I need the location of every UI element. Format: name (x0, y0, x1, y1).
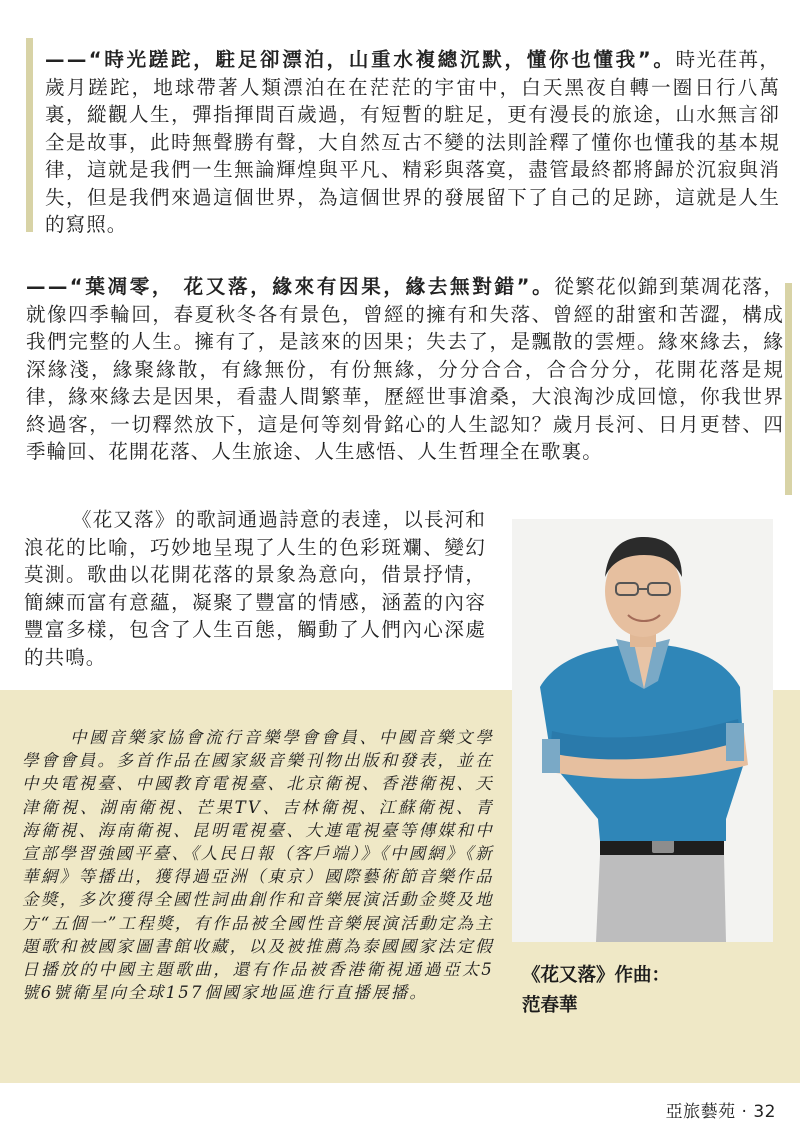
composer-portrait (512, 519, 773, 942)
section-1-paragraph (45, 46, 780, 239)
composer-bio: 中國音樂家協會流行音樂學會會員、中國音樂文學學會會員。多首作品在國家級音樂刊物出版和發表，並在中央電視臺、中國教育電視臺、北京衛視、香港衛視、天津衛視、湖南衛視、芒果TV、吉林衛視、江蘇衛視、青海衛視、海南衛視、昆明電視臺、大連電視臺等傳媒和中宣部學習強國平臺、《人民日報（客戶端）》《中國網》《新華網》等播出，獲得過亞洲（東京）國際藝術節音樂作品金獎，多次獲得全國性詞曲創作和音樂展演活動金獎及地方“五個一”工程獎，有作品被全國性音樂展演活動定為主題歌和被國家圖書館收藏，以及被推薦為泰國國家法定假日播放的中國主題歌曲，還有作品被香港衛視通過亞太5號6號衛星向全球157個國家地區進行直播展播。 (22, 728, 494, 1003)
lyric-commentary: 《花又落》的歌詞通過詩意的表達，以長河和浪花的比喻，巧妙地呈現了人生的色彩斑斕、變幻莫測。歌曲以花開花落的景象為意向，借景抒情，簡練而富有意蘊，凝聚了豐富的情感，涵蓋的內容豐富多樣，包含了人生百態，觸動了人們內心深處的共鳴。 (24, 508, 486, 669)
magazine-name: 亞旅藝苑 (665, 1102, 736, 1122)
caption-composer-name: 范春華 (522, 995, 578, 1016)
photo-caption (522, 961, 670, 1021)
portrait-illustration (512, 519, 773, 942)
footer-separator: · (735, 1102, 754, 1122)
page-number: 32 (753, 1102, 776, 1122)
section-2-heading: ——“葉凋零， 花又落，緣來有因果，緣去無對錯”。 (26, 275, 555, 298)
section-2-paragraph (26, 273, 784, 466)
section-1-body: 時光荏苒，歲月蹉跎，地球帶著人類漂泊在在茫茫的宇宙中，白天黑夜自轉一圈日行八萬裏，縱觀人生，彈指揮間百歲過，有短暫的駐足，更有漫長的旅途，山水無言卻全是故事，此時無聲勝有聲，大自然亙古不變的法則詮釋了懂你也懂我的基本規律，這就是我們一生無論輝煌與平凡、精彩與落寞，盡管最終都將歸於沉寂與消失，但是我們來過這個世界，為這個世界的發展留下了自己的足跡，這就是人生的寫照。 (45, 48, 780, 236)
section-2-body: 從繁花似錦到葉凋花落，就像四季輪回，春夏秋冬各有景色，曾經的擁有和失落、曾經的甜蜜和苦澀，構成我們完整的人生。擁有了，是該來的因果；失去了，是飄散的雲煙。緣來緣去，緣深緣淺，緣聚緣散，有緣無份，有份無緣，分分合合，合合分分，花開花落是規律，緣來緣去是因果，看盡人間繁華，歷經世事滄桑，大浪淘沙成回憶，你我世界終過客，一切釋然放下，這是何等刻骨銘心的人生認知？歲月長河、日月更替、四季輪回、花開花落、人生旅途、人生感悟、人生哲理全在歌裏。 (26, 275, 784, 463)
section-1-heading: ——“時光蹉跎，駐足卻漂泊，山重水複總沉默，懂你也懂我”。 (45, 48, 676, 71)
caption-song-credit: 《花又落》作曲： (522, 965, 671, 986)
accent-bar-left (26, 38, 33, 232)
page-footer (666, 1097, 776, 1122)
accent-bar-right (785, 283, 792, 495)
